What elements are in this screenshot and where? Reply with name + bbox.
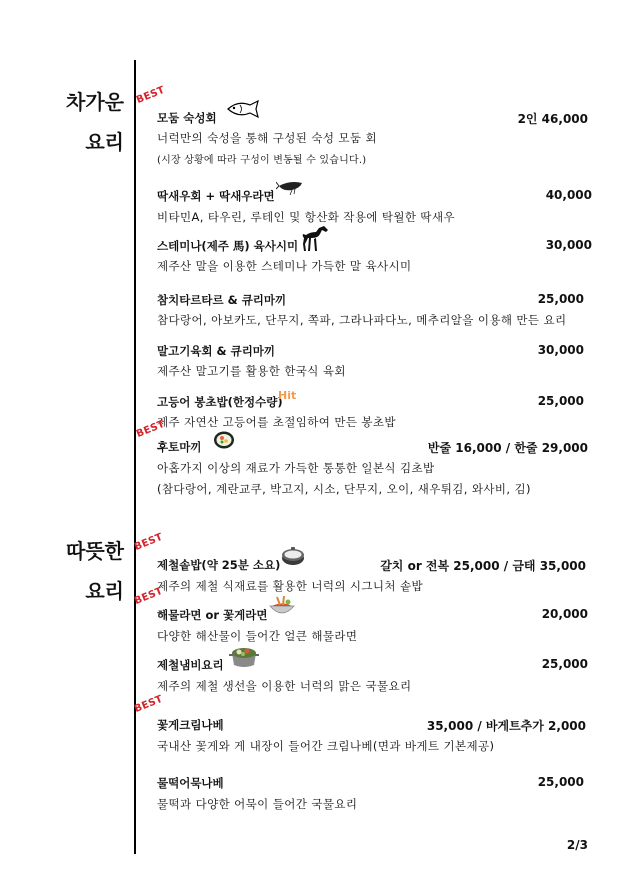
section-title-cold-line2: 요리 xyxy=(85,130,124,154)
futomaki-icon xyxy=(212,430,236,454)
menu-item-name: 모둠 숙성회 xyxy=(157,111,217,125)
divider-line xyxy=(134,60,136,854)
menu-item-name: 제철솥밥(약 25분 소요) xyxy=(157,558,281,572)
menu-item-name: 해물라면 or 꽃게라면 xyxy=(157,608,268,622)
menu-item-price: 30,000 xyxy=(545,238,592,252)
best-badge: BEST xyxy=(134,84,167,106)
menu-item-note: (시장 상황에 따라 구성이 변동될 수 있습니다.) xyxy=(157,155,367,166)
section-title-warm-line1: 따뜻한 xyxy=(66,539,124,563)
menu-item-price: 25,000 xyxy=(537,292,584,306)
menu-item-name: 고등어 봉초밥(한정수량) xyxy=(157,395,283,409)
menu-item-description: 비타민A, 타우린, 루테인 및 항산화 작용에 탁월한 딱새우 xyxy=(157,210,455,224)
menu-item-name: 말고기육회 & 큐리마끼 xyxy=(157,344,276,358)
menu-item-price: 25,000 xyxy=(537,775,584,789)
menu-item-description: 제주의 제철 식재료를 활용한 너럭의 시그니처 솥밥 xyxy=(157,579,424,593)
menu-item-price: 25,000 xyxy=(541,657,588,671)
menu-item-note: (참다랑어, 계란교쿠, 박고지, 시소, 단무지, 오이, 새우튀김, 와사비, 김) xyxy=(157,482,531,496)
menu-item-name: 딱새우회 + 딱새우라면 xyxy=(157,189,275,203)
menu-item-name: 꽃게크림나베 xyxy=(157,718,224,732)
shrimp-icon xyxy=(276,178,306,200)
menu-item-name: 제철냄비요리 xyxy=(157,658,224,672)
page-number: 2/3 xyxy=(566,838,588,852)
menu-item-description: 물떡과 다양한 어묵이 들어간 국물요리 xyxy=(157,797,358,811)
noodle-icon xyxy=(268,594,296,622)
best-badge: BEST xyxy=(134,418,167,440)
menu-item-description: 제주산 말을 이용한 스테미나 가득한 말 육사시미 xyxy=(157,259,412,273)
menu-item-price: 반줄 16,000 / 한줄 29,000 xyxy=(427,441,588,455)
menu-item-price: 25,000 xyxy=(537,394,584,408)
menu-item-name: 후토마끼 xyxy=(157,440,202,454)
menu-item-description: 제주산 말고기를 활용한 한국식 육회 xyxy=(157,364,346,378)
section-title-warm-line2: 요리 xyxy=(85,579,124,603)
menu-item-name: 스테미나(제주 馬) 육사시미 xyxy=(157,239,299,253)
menu-item-price: 갈치 or 전복 25,000 / 금태 35,000 xyxy=(380,559,586,573)
menu-item-description: 참다랑어, 아보카도, 단무지, 쪽파, 그라나파다노, 메추리알을 이용해 만든 요리 xyxy=(157,313,567,327)
section-title-cold-line1: 차가운 xyxy=(66,90,124,114)
menu-item-price: 30,000 xyxy=(537,343,584,357)
menu-item-price: 2인 46,000 xyxy=(517,112,588,126)
hit-badge: Hit xyxy=(278,389,297,402)
best-badge: BEST xyxy=(132,531,165,553)
hotpot-icon xyxy=(229,643,259,673)
menu-item-description: 너럭만의 숙성을 통해 구성된 숙성 모둠 회 xyxy=(157,131,377,145)
menu-item-price: 20,000 xyxy=(541,607,588,621)
menu-item-description: 다양한 해산물이 들어간 얼큰 해물라면 xyxy=(157,629,358,643)
horse-icon xyxy=(300,224,330,256)
rice-pot-icon xyxy=(280,545,306,571)
menu-item-description: 아홉가지 이상의 재료가 가득한 통통한 일본식 김초밥 xyxy=(157,461,435,475)
menu-item-name: 참치타르타르 & 큐리마끼 xyxy=(157,293,287,307)
menu-item-price: 35,000 / 바게트추가 2,000 xyxy=(426,719,586,733)
best-badge: BEST xyxy=(132,585,165,607)
best-badge: BEST xyxy=(132,693,165,715)
menu-item-price: 40,000 xyxy=(545,188,592,202)
menu-item-description: 제주의 제철 생선을 이용한 너럭의 맑은 국물요리 xyxy=(157,679,412,693)
menu-item-name: 물떡어묵나베 xyxy=(157,776,224,790)
menu-item-description: 국내산 꽃게와 게 내장이 들어간 크림나베(면과 바게트 기본제공) xyxy=(157,739,495,753)
menu-item-description: 제주 자연산 고등어를 초절임하여 만든 봉초밥 xyxy=(157,415,396,429)
fish-icon xyxy=(226,99,260,123)
